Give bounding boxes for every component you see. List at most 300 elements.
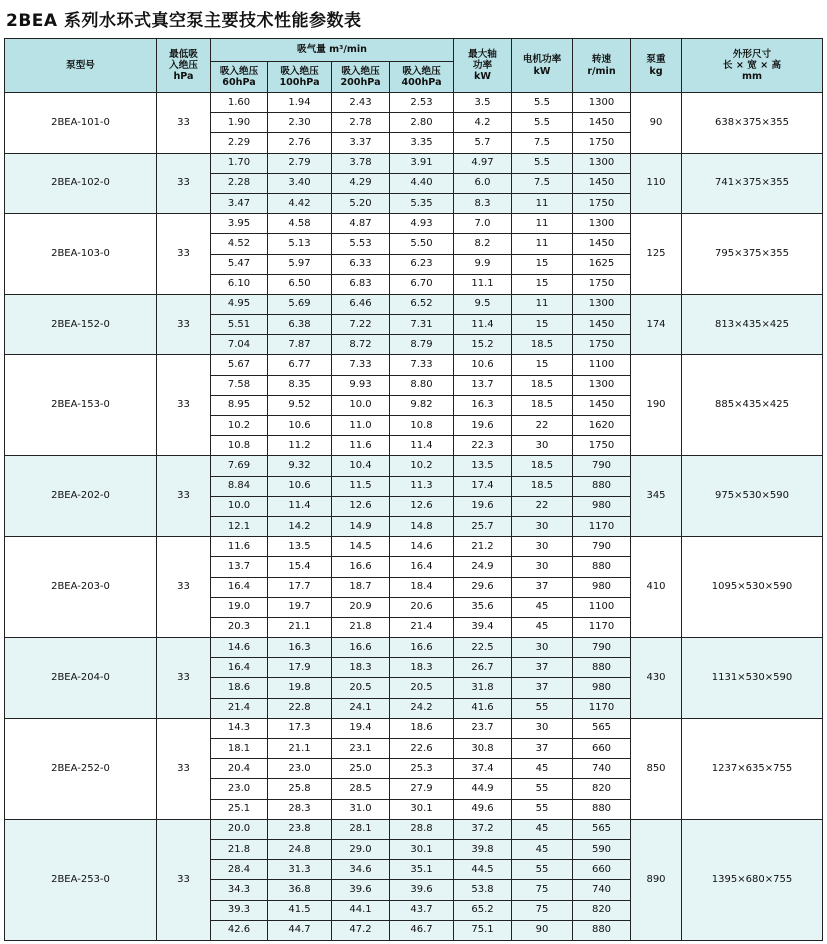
capacity-200-cell: 7.22 bbox=[332, 315, 390, 335]
header-max-shaft-power: 最大轴 功率 kW bbox=[454, 39, 512, 93]
capacity-400-cell: 21.4 bbox=[390, 617, 454, 637]
speed-cell: 1450 bbox=[573, 395, 631, 415]
capacity-400-cell: 4.93 bbox=[390, 214, 454, 234]
capacity-400-cell: 25.3 bbox=[390, 759, 454, 779]
motor-power-cell: 7.5 bbox=[512, 133, 573, 153]
capacity-400-cell: 5.35 bbox=[390, 193, 454, 213]
min-pressure-cell: 33 bbox=[157, 93, 211, 154]
capacity-400-cell: 22.6 bbox=[390, 739, 454, 759]
speed-cell: 1620 bbox=[573, 416, 631, 436]
model-cell: 2BEA-153-0 bbox=[5, 355, 157, 456]
capacity-200-cell: 3.78 bbox=[332, 153, 390, 173]
speed-cell: 1100 bbox=[573, 355, 631, 375]
min-pressure-cell: 33 bbox=[157, 718, 211, 819]
capacity-400-cell: 6.52 bbox=[390, 294, 454, 314]
capacity-60-cell: 10.8 bbox=[211, 436, 268, 456]
motor-power-cell: 75 bbox=[512, 900, 573, 920]
capacity-60-cell: 2.29 bbox=[211, 133, 268, 153]
shaft-power-cell: 49.6 bbox=[454, 799, 512, 819]
capacity-60-cell: 7.58 bbox=[211, 375, 268, 395]
min-pressure-cell: 33 bbox=[157, 638, 211, 719]
capacity-60-cell: 14.6 bbox=[211, 638, 268, 658]
capacity-60-cell: 7.69 bbox=[211, 456, 268, 476]
capacity-400-cell: 16.6 bbox=[390, 638, 454, 658]
capacity-400-cell: 24.2 bbox=[390, 698, 454, 718]
capacity-60-cell: 16.4 bbox=[211, 658, 268, 678]
header-min-pressure: 最低吸 入绝压 hPa bbox=[157, 39, 211, 93]
capacity-60-cell: 7.04 bbox=[211, 335, 268, 355]
capacity-60-cell: 16.4 bbox=[211, 577, 268, 597]
shaft-power-cell: 39.4 bbox=[454, 617, 512, 637]
capacity-100-cell: 17.9 bbox=[268, 658, 332, 678]
capacity-200-cell: 24.1 bbox=[332, 698, 390, 718]
speed-cell: 1450 bbox=[573, 113, 631, 133]
capacity-100-cell: 6.50 bbox=[268, 274, 332, 294]
weight-cell: 850 bbox=[631, 718, 682, 819]
capacity-100-cell: 9.32 bbox=[268, 456, 332, 476]
motor-power-cell: 45 bbox=[512, 597, 573, 617]
capacity-100-cell: 2.30 bbox=[268, 113, 332, 133]
min-pressure-cell: 33 bbox=[157, 153, 211, 214]
capacity-100-cell: 4.42 bbox=[268, 193, 332, 213]
capacity-400-cell: 8.79 bbox=[390, 335, 454, 355]
capacity-400-cell: 20.5 bbox=[390, 678, 454, 698]
table-row bbox=[5, 718, 823, 738]
capacity-100-cell: 2.79 bbox=[268, 153, 332, 173]
capacity-100-cell: 22.8 bbox=[268, 698, 332, 718]
capacity-400-cell: 14.8 bbox=[390, 516, 454, 536]
shaft-power-cell: 22.5 bbox=[454, 638, 512, 658]
capacity-400-cell: 7.31 bbox=[390, 315, 454, 335]
model-cell: 2BEA-102-0 bbox=[5, 153, 157, 214]
capacity-400-cell: 6.23 bbox=[390, 254, 454, 274]
capacity-60-cell: 12.1 bbox=[211, 516, 268, 536]
motor-power-cell: 45 bbox=[512, 819, 573, 839]
capacity-60-cell: 8.84 bbox=[211, 476, 268, 496]
motor-power-cell: 75 bbox=[512, 880, 573, 900]
motor-power-cell: 30 bbox=[512, 638, 573, 658]
capacity-200-cell: 3.37 bbox=[332, 133, 390, 153]
capacity-400-cell: 5.50 bbox=[390, 234, 454, 254]
speed-cell: 1450 bbox=[573, 173, 631, 193]
capacity-200-cell: 47.2 bbox=[332, 920, 390, 940]
motor-power-cell: 5.5 bbox=[512, 93, 573, 113]
speed-cell: 590 bbox=[573, 839, 631, 859]
shaft-power-cell: 11.4 bbox=[454, 315, 512, 335]
capacity-100-cell: 7.87 bbox=[268, 335, 332, 355]
shaft-power-cell: 24.9 bbox=[454, 557, 512, 577]
capacity-60-cell: 5.51 bbox=[211, 315, 268, 335]
min-pressure-cell: 33 bbox=[157, 537, 211, 638]
weight-cell: 410 bbox=[631, 537, 682, 638]
table-header bbox=[5, 39, 823, 93]
shaft-power-cell: 8.2 bbox=[454, 234, 512, 254]
capacity-60-cell: 14.3 bbox=[211, 718, 268, 738]
capacity-200-cell: 5.53 bbox=[332, 234, 390, 254]
capacity-100-cell: 4.58 bbox=[268, 214, 332, 234]
capacity-60-cell: 21.8 bbox=[211, 839, 268, 859]
shaft-power-cell: 7.0 bbox=[454, 214, 512, 234]
capacity-200-cell: 6.83 bbox=[332, 274, 390, 294]
capacity-400-cell: 2.53 bbox=[390, 93, 454, 113]
weight-cell: 890 bbox=[631, 819, 682, 940]
capacity-400-cell: 8.80 bbox=[390, 375, 454, 395]
shaft-power-cell: 19.6 bbox=[454, 416, 512, 436]
motor-power-cell: 30 bbox=[512, 557, 573, 577]
capacity-400-cell: 10.8 bbox=[390, 416, 454, 436]
table-row bbox=[5, 355, 823, 375]
capacity-200-cell: 14.9 bbox=[332, 516, 390, 536]
capacity-200-cell: 20.9 bbox=[332, 597, 390, 617]
dimensions-cell: 795×375×355 bbox=[682, 214, 823, 295]
capacity-60-cell: 2.28 bbox=[211, 173, 268, 193]
speed-cell: 565 bbox=[573, 718, 631, 738]
capacity-100-cell: 5.13 bbox=[268, 234, 332, 254]
capacity-100-cell: 23.0 bbox=[268, 759, 332, 779]
speed-cell: 1300 bbox=[573, 294, 631, 314]
speed-cell: 1450 bbox=[573, 315, 631, 335]
capacity-60-cell: 1.90 bbox=[211, 113, 268, 133]
capacity-400-cell: 12.6 bbox=[390, 496, 454, 516]
page-title: 2BEA 系列水环式真空泵主要技术性能参数表 bbox=[6, 11, 362, 31]
speed-cell: 980 bbox=[573, 678, 631, 698]
shaft-power-cell: 30.8 bbox=[454, 739, 512, 759]
speed-cell: 1750 bbox=[573, 274, 631, 294]
capacity-400-cell: 3.35 bbox=[390, 133, 454, 153]
header-pressure-200: 吸入绝压 200hPa bbox=[332, 62, 390, 93]
capacity-100-cell: 23.8 bbox=[268, 819, 332, 839]
capacity-100-cell: 41.5 bbox=[268, 900, 332, 920]
min-pressure-cell: 33 bbox=[157, 214, 211, 295]
table-body bbox=[5, 93, 823, 941]
capacity-400-cell: 4.40 bbox=[390, 173, 454, 193]
speed-cell: 1170 bbox=[573, 516, 631, 536]
capacity-100-cell: 19.7 bbox=[268, 597, 332, 617]
weight-cell: 190 bbox=[631, 355, 682, 456]
dimensions-cell: 975×530×590 bbox=[682, 456, 823, 537]
speed-cell: 820 bbox=[573, 900, 631, 920]
dimensions-cell: 1395×680×755 bbox=[682, 819, 823, 940]
min-pressure-cell: 33 bbox=[157, 294, 211, 355]
motor-power-cell: 15 bbox=[512, 274, 573, 294]
capacity-100-cell: 5.69 bbox=[268, 294, 332, 314]
capacity-400-cell: 46.7 bbox=[390, 920, 454, 940]
shaft-power-cell: 26.7 bbox=[454, 658, 512, 678]
speed-cell: 660 bbox=[573, 860, 631, 880]
shaft-power-cell: 65.2 bbox=[454, 900, 512, 920]
dimensions-cell: 1237×635×755 bbox=[682, 718, 823, 819]
speed-cell: 1750 bbox=[573, 193, 631, 213]
motor-power-cell: 30 bbox=[512, 516, 573, 536]
shaft-power-cell: 3.5 bbox=[454, 93, 512, 113]
capacity-200-cell: 4.87 bbox=[332, 214, 390, 234]
capacity-200-cell: 18.7 bbox=[332, 577, 390, 597]
capacity-60-cell: 42.6 bbox=[211, 920, 268, 940]
motor-power-cell: 37 bbox=[512, 739, 573, 759]
capacity-60-cell: 1.60 bbox=[211, 93, 268, 113]
capacity-200-cell: 4.29 bbox=[332, 173, 390, 193]
capacity-400-cell: 11.3 bbox=[390, 476, 454, 496]
model-cell: 2BEA-203-0 bbox=[5, 537, 157, 638]
capacity-60-cell: 19.0 bbox=[211, 597, 268, 617]
shaft-power-cell: 37.2 bbox=[454, 819, 512, 839]
capacity-200-cell: 18.3 bbox=[332, 658, 390, 678]
min-pressure-cell: 33 bbox=[157, 355, 211, 456]
shaft-power-cell: 5.7 bbox=[454, 133, 512, 153]
capacity-200-cell: 11.6 bbox=[332, 436, 390, 456]
capacity-60-cell: 10.2 bbox=[211, 416, 268, 436]
capacity-200-cell: 12.6 bbox=[332, 496, 390, 516]
capacity-60-cell: 20.4 bbox=[211, 759, 268, 779]
speed-cell: 1300 bbox=[573, 93, 631, 113]
speed-cell: 1750 bbox=[573, 436, 631, 456]
speed-cell: 1300 bbox=[573, 153, 631, 173]
capacity-200-cell: 10.4 bbox=[332, 456, 390, 476]
header-model: 泵型号 bbox=[5, 39, 157, 93]
shaft-power-cell: 4.97 bbox=[454, 153, 512, 173]
shaft-power-cell: 23.7 bbox=[454, 718, 512, 738]
capacity-400-cell: 18.3 bbox=[390, 658, 454, 678]
motor-power-cell: 55 bbox=[512, 860, 573, 880]
capacity-100-cell: 10.6 bbox=[268, 476, 332, 496]
motor-power-cell: 11 bbox=[512, 294, 573, 314]
motor-power-cell: 30 bbox=[512, 537, 573, 557]
motor-power-cell: 15 bbox=[512, 315, 573, 335]
capacity-200-cell: 28.1 bbox=[332, 819, 390, 839]
capacity-100-cell: 6.77 bbox=[268, 355, 332, 375]
capacity-100-cell: 36.8 bbox=[268, 880, 332, 900]
model-cell: 2BEA-152-0 bbox=[5, 294, 157, 355]
speed-cell: 790 bbox=[573, 456, 631, 476]
table-row bbox=[5, 93, 823, 113]
capacity-100-cell: 14.2 bbox=[268, 516, 332, 536]
motor-power-cell: 5.5 bbox=[512, 153, 573, 173]
motor-power-cell: 18.5 bbox=[512, 395, 573, 415]
motor-power-cell: 5.5 bbox=[512, 113, 573, 133]
table-row bbox=[5, 153, 823, 173]
shaft-power-cell: 9.5 bbox=[454, 294, 512, 314]
weight-cell: 174 bbox=[631, 294, 682, 355]
capacity-200-cell: 9.93 bbox=[332, 375, 390, 395]
capacity-100-cell: 25.8 bbox=[268, 779, 332, 799]
motor-power-cell: 11 bbox=[512, 193, 573, 213]
speed-cell: 880 bbox=[573, 920, 631, 940]
motor-power-cell: 7.5 bbox=[512, 173, 573, 193]
capacity-200-cell: 2.78 bbox=[332, 113, 390, 133]
speed-cell: 980 bbox=[573, 496, 631, 516]
dimensions-cell: 1131×530×590 bbox=[682, 638, 823, 719]
motor-power-cell: 45 bbox=[512, 617, 573, 637]
shaft-power-cell: 41.6 bbox=[454, 698, 512, 718]
speed-cell: 790 bbox=[573, 638, 631, 658]
shaft-power-cell: 10.6 bbox=[454, 355, 512, 375]
dimensions-cell: 741×375×355 bbox=[682, 153, 823, 214]
capacity-100-cell: 21.1 bbox=[268, 617, 332, 637]
motor-power-cell: 45 bbox=[512, 759, 573, 779]
shaft-power-cell: 37.4 bbox=[454, 759, 512, 779]
speed-cell: 1750 bbox=[573, 133, 631, 153]
speed-cell: 790 bbox=[573, 537, 631, 557]
shaft-power-cell: 6.0 bbox=[454, 173, 512, 193]
capacity-100-cell: 11.2 bbox=[268, 436, 332, 456]
capacity-100-cell: 17.3 bbox=[268, 718, 332, 738]
speed-cell: 880 bbox=[573, 799, 631, 819]
capacity-200-cell: 19.4 bbox=[332, 718, 390, 738]
capacity-400-cell: 3.91 bbox=[390, 153, 454, 173]
capacity-400-cell: 27.9 bbox=[390, 779, 454, 799]
motor-power-cell: 30 bbox=[512, 436, 573, 456]
header-motor-power: 电机功率 kW bbox=[512, 39, 573, 93]
shaft-power-cell: 75.1 bbox=[454, 920, 512, 940]
shaft-power-cell: 13.5 bbox=[454, 456, 512, 476]
capacity-60-cell: 3.95 bbox=[211, 214, 268, 234]
capacity-100-cell: 9.52 bbox=[268, 395, 332, 415]
motor-power-cell: 45 bbox=[512, 839, 573, 859]
capacity-200-cell: 23.1 bbox=[332, 739, 390, 759]
shaft-power-cell: 13.7 bbox=[454, 375, 512, 395]
speed-cell: 980 bbox=[573, 577, 631, 597]
capacity-100-cell: 6.38 bbox=[268, 315, 332, 335]
capacity-100-cell: 5.97 bbox=[268, 254, 332, 274]
speed-cell: 740 bbox=[573, 880, 631, 900]
shaft-power-cell: 8.3 bbox=[454, 193, 512, 213]
motor-power-cell: 22 bbox=[512, 496, 573, 516]
speed-cell: 880 bbox=[573, 658, 631, 678]
dimensions-cell: 885×435×425 bbox=[682, 355, 823, 456]
capacity-400-cell: 10.2 bbox=[390, 456, 454, 476]
capacity-200-cell: 11.5 bbox=[332, 476, 390, 496]
shaft-power-cell: 31.8 bbox=[454, 678, 512, 698]
capacity-400-cell: 14.6 bbox=[390, 537, 454, 557]
shaft-power-cell: 44.5 bbox=[454, 860, 512, 880]
motor-power-cell: 18.5 bbox=[512, 476, 573, 496]
shaft-power-cell: 44.9 bbox=[454, 779, 512, 799]
model-cell: 2BEA-202-0 bbox=[5, 456, 157, 537]
capacity-60-cell: 18.6 bbox=[211, 678, 268, 698]
capacity-200-cell: 11.0 bbox=[332, 416, 390, 436]
model-cell: 2BEA-252-0 bbox=[5, 718, 157, 819]
min-pressure-cell: 33 bbox=[157, 819, 211, 940]
capacity-60-cell: 10.0 bbox=[211, 496, 268, 516]
capacity-100-cell: 17.7 bbox=[268, 577, 332, 597]
capacity-400-cell: 6.70 bbox=[390, 274, 454, 294]
capacity-100-cell: 2.76 bbox=[268, 133, 332, 153]
capacity-60-cell: 5.47 bbox=[211, 254, 268, 274]
capacity-400-cell: 28.8 bbox=[390, 819, 454, 839]
motor-power-cell: 15 bbox=[512, 254, 573, 274]
capacity-60-cell: 23.0 bbox=[211, 779, 268, 799]
capacity-60-cell: 13.7 bbox=[211, 557, 268, 577]
table-row bbox=[5, 456, 823, 476]
capacity-200-cell: 8.72 bbox=[332, 335, 390, 355]
capacity-400-cell: 7.33 bbox=[390, 355, 454, 375]
capacity-100-cell: 21.1 bbox=[268, 739, 332, 759]
capacity-400-cell: 2.80 bbox=[390, 113, 454, 133]
header-weight: 泵重 kg bbox=[631, 39, 682, 93]
motor-power-cell: 37 bbox=[512, 577, 573, 597]
header-pressure-60: 吸入绝压 60hPa bbox=[211, 62, 268, 93]
speed-cell: 1300 bbox=[573, 214, 631, 234]
dimensions-cell: 1095×530×590 bbox=[682, 537, 823, 638]
capacity-60-cell: 5.67 bbox=[211, 355, 268, 375]
capacity-200-cell: 5.20 bbox=[332, 193, 390, 213]
header-pressure-100: 吸入绝压 100hPa bbox=[268, 62, 332, 93]
speed-cell: 1750 bbox=[573, 335, 631, 355]
motor-power-cell: 55 bbox=[512, 779, 573, 799]
capacity-100-cell: 15.4 bbox=[268, 557, 332, 577]
table-row bbox=[5, 638, 823, 658]
capacity-200-cell: 2.43 bbox=[332, 93, 390, 113]
shaft-power-cell: 4.2 bbox=[454, 113, 512, 133]
motor-power-cell: 55 bbox=[512, 799, 573, 819]
table-row bbox=[5, 294, 823, 314]
capacity-100-cell: 8.35 bbox=[268, 375, 332, 395]
capacity-60-cell: 6.10 bbox=[211, 274, 268, 294]
capacity-60-cell: 1.70 bbox=[211, 153, 268, 173]
header-pressure-400: 吸入绝压 400hPa bbox=[390, 62, 454, 93]
motor-power-cell: 55 bbox=[512, 698, 573, 718]
weight-cell: 90 bbox=[631, 93, 682, 154]
header-dimensions: 外形尺寸 长 × 宽 × 高 mm bbox=[682, 39, 823, 93]
speed-cell: 1300 bbox=[573, 375, 631, 395]
capacity-200-cell: 25.0 bbox=[332, 759, 390, 779]
capacity-400-cell: 39.6 bbox=[390, 880, 454, 900]
capacity-200-cell: 10.0 bbox=[332, 395, 390, 415]
capacity-400-cell: 18.6 bbox=[390, 718, 454, 738]
capacity-200-cell: 34.6 bbox=[332, 860, 390, 880]
motor-power-cell: 37 bbox=[512, 658, 573, 678]
motor-power-cell: 37 bbox=[512, 678, 573, 698]
shaft-power-cell: 11.1 bbox=[454, 274, 512, 294]
capacity-60-cell: 28.4 bbox=[211, 860, 268, 880]
capacity-400-cell: 18.4 bbox=[390, 577, 454, 597]
model-cell: 2BEA-253-0 bbox=[5, 819, 157, 940]
shaft-power-cell: 25.7 bbox=[454, 516, 512, 536]
shaft-power-cell: 9.9 bbox=[454, 254, 512, 274]
dimensions-cell: 813×435×425 bbox=[682, 294, 823, 355]
shaft-power-cell: 19.6 bbox=[454, 496, 512, 516]
capacity-100-cell: 16.3 bbox=[268, 638, 332, 658]
capacity-200-cell: 16.6 bbox=[332, 557, 390, 577]
motor-power-cell: 22 bbox=[512, 416, 573, 436]
capacity-100-cell: 1.94 bbox=[268, 93, 332, 113]
capacity-200-cell: 29.0 bbox=[332, 839, 390, 859]
capacity-60-cell: 18.1 bbox=[211, 739, 268, 759]
speed-cell: 1450 bbox=[573, 234, 631, 254]
capacity-60-cell: 4.52 bbox=[211, 234, 268, 254]
shaft-power-cell: 15.2 bbox=[454, 335, 512, 355]
capacity-100-cell: 10.6 bbox=[268, 416, 332, 436]
capacity-200-cell: 44.1 bbox=[332, 900, 390, 920]
shaft-power-cell: 35.6 bbox=[454, 597, 512, 617]
speed-cell: 820 bbox=[573, 779, 631, 799]
capacity-60-cell: 20.0 bbox=[211, 819, 268, 839]
speed-cell: 740 bbox=[573, 759, 631, 779]
capacity-100-cell: 28.3 bbox=[268, 799, 332, 819]
capacity-200-cell: 28.5 bbox=[332, 779, 390, 799]
motor-power-cell: 11 bbox=[512, 214, 573, 234]
table-row bbox=[5, 537, 823, 557]
capacity-200-cell: 31.0 bbox=[332, 799, 390, 819]
capacity-60-cell: 25.1 bbox=[211, 799, 268, 819]
model-cell: 2BEA-204-0 bbox=[5, 638, 157, 719]
capacity-200-cell: 20.5 bbox=[332, 678, 390, 698]
motor-power-cell: 30 bbox=[512, 718, 573, 738]
motor-power-cell: 11 bbox=[512, 234, 573, 254]
capacity-200-cell: 6.46 bbox=[332, 294, 390, 314]
spec-table bbox=[4, 38, 823, 941]
model-cell: 2BEA-101-0 bbox=[5, 93, 157, 154]
